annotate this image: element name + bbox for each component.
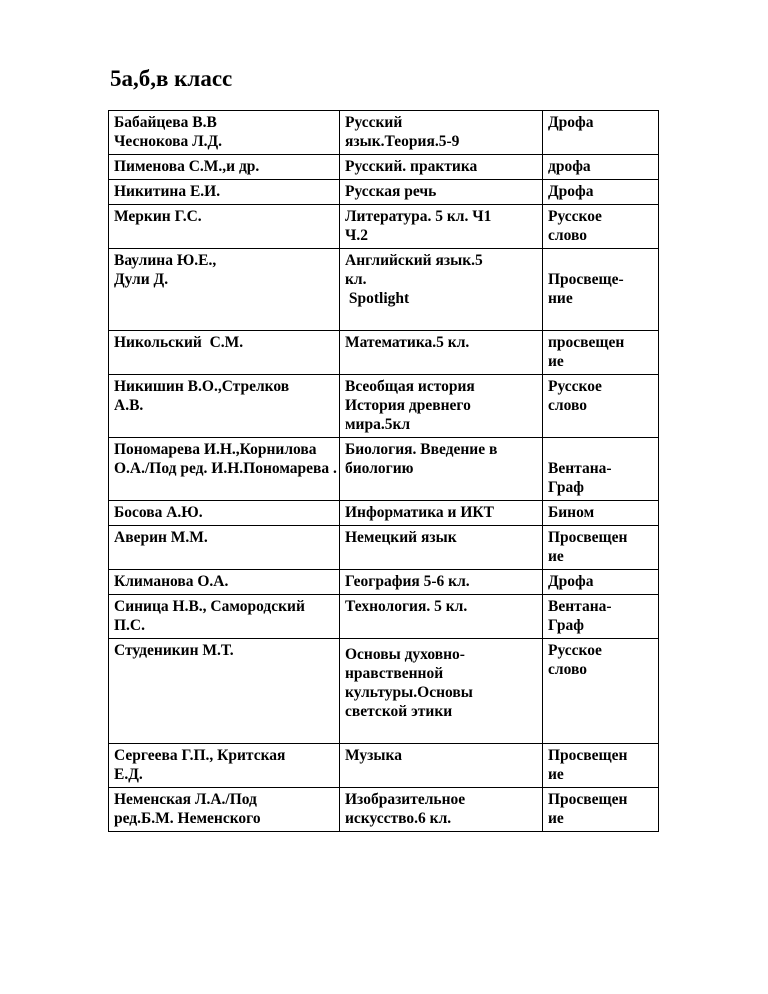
book-cell <box>340 155 543 180</box>
author-line: Пономарева И.Н.,Корнилова <box>114 441 317 458</box>
book-line: Информатика и ИКТ <box>345 504 494 521</box>
book-line: кл. <box>345 271 367 288</box>
publisher-line: слово <box>548 397 587 414</box>
book-cell <box>340 526 543 570</box>
publisher-line: Бином <box>548 504 595 521</box>
book-line: биологию <box>345 460 414 477</box>
author-line: Климанова О.А. <box>114 573 229 590</box>
book-line: Литература. 5 кл. Ч1 <box>345 208 492 225</box>
book-cell <box>340 180 543 205</box>
book-cell <box>340 501 543 526</box>
author-line: Неменская Л.А./Под <box>114 791 257 808</box>
publisher-line: ие <box>548 766 564 783</box>
publisher-line: просвещен <box>548 334 625 351</box>
book-line: культуры.Основы <box>345 684 473 701</box>
publisher-line: Просвещен <box>548 529 628 546</box>
table-row <box>109 249 659 331</box>
author-line: Дули Д. <box>114 271 169 288</box>
author-line: Бабайцева В.В <box>114 114 217 131</box>
table-row <box>109 205 659 249</box>
book-line: язык.Теория.5-9 <box>345 133 460 150</box>
author-cell <box>109 111 340 155</box>
table-row <box>109 744 659 788</box>
book-cell <box>340 111 543 155</box>
book-line: Биология. Введение в <box>345 441 498 458</box>
author-line: О.А./Под ред. И.Н.Пономарева . <box>114 460 337 477</box>
author-line: Никишин В.О.,Стрелков <box>114 378 290 395</box>
author-cell <box>109 788 340 832</box>
table-row <box>109 526 659 570</box>
author-line: П.С. <box>114 617 145 634</box>
author-cell <box>109 526 340 570</box>
author-line: Студеникин М.Т. <box>114 642 234 659</box>
table-row <box>109 331 659 375</box>
publisher-line: ие <box>548 353 564 370</box>
publisher-cell <box>543 570 659 595</box>
book-cell <box>340 570 543 595</box>
book-cell <box>340 744 543 788</box>
book-line: Изобразительное <box>345 791 466 808</box>
author-line: Е.Д. <box>114 766 143 783</box>
publisher-cell <box>543 595 659 639</box>
book-line: Русский <box>345 114 403 131</box>
author-line: Аверин М.М. <box>114 529 208 546</box>
table-row <box>109 180 659 205</box>
book-line: Ч.2 <box>345 227 369 244</box>
table-row <box>109 111 659 155</box>
publisher-line: дрофа <box>548 158 591 175</box>
table-row <box>109 375 659 438</box>
publisher-line: Граф <box>548 617 584 634</box>
book-line: Математика.5 кл. <box>345 334 470 351</box>
author-cell <box>109 595 340 639</box>
author-line: А.В. <box>114 397 144 414</box>
author-line: Никольский С.М. <box>114 334 244 351</box>
publisher-line: Вентана- <box>548 598 612 615</box>
author-line: Босова А.Ю. <box>114 504 203 521</box>
table-row <box>109 570 659 595</box>
book-cell <box>340 375 543 438</box>
publisher-line: Дрофа <box>548 573 594 590</box>
book-cell <box>340 639 543 744</box>
author-line: ред.Б.М. Неменского <box>114 810 261 827</box>
publisher-line: Русское <box>548 642 602 659</box>
publisher-line: Граф <box>548 479 584 496</box>
publisher-cell <box>543 180 659 205</box>
publisher-line: Дрофа <box>548 114 594 131</box>
publisher-line: Просвещен <box>548 791 628 808</box>
book-cell <box>340 205 543 249</box>
page-title: 5а,б,в класс <box>110 66 233 91</box>
publisher-line: Русское <box>548 208 602 225</box>
author-cell <box>109 249 340 331</box>
book-line: История древнего <box>345 397 471 414</box>
author-cell <box>109 744 340 788</box>
table-row <box>109 639 659 744</box>
book-line: Английский язык.5 <box>345 252 483 269</box>
book-cell <box>340 788 543 832</box>
book-line: Русская речь <box>345 183 437 200</box>
publisher-line: ие <box>548 810 564 827</box>
book-cell <box>340 249 543 331</box>
publisher-line: ние <box>548 290 573 307</box>
book-line: искусство.6 кл. <box>345 810 452 827</box>
author-line: Пименова С.М.,и др. <box>114 158 260 175</box>
author-cell <box>109 501 340 526</box>
publisher-cell <box>543 155 659 180</box>
author-cell <box>109 570 340 595</box>
table-row <box>109 438 659 501</box>
book-line: Музыка <box>345 747 402 764</box>
book-line: Технология. 5 кл. <box>345 598 468 615</box>
book-line: Всеобщая история <box>345 378 475 395</box>
publisher-cell <box>543 375 659 438</box>
publisher-line: Русское <box>548 378 602 395</box>
publisher-line: Просвеще- <box>548 271 624 288</box>
book-line: Немецкий язык <box>345 529 457 546</box>
book-line: мира.5кл <box>345 416 411 433</box>
author-line: Никитина Е.И. <box>114 183 221 200</box>
publisher-line: Дрофа <box>548 183 594 200</box>
table-row <box>109 595 659 639</box>
author-cell <box>109 331 340 375</box>
publisher-cell <box>543 111 659 155</box>
book-line: География 5-6 кл. <box>345 573 470 590</box>
author-cell <box>109 155 340 180</box>
book-cell <box>340 595 543 639</box>
publisher-cell <box>543 438 659 501</box>
publisher-line: ие <box>548 548 564 565</box>
publisher-cell <box>543 249 659 331</box>
publisher-cell <box>543 205 659 249</box>
book-line: Основы духовно- <box>345 646 465 663</box>
author-cell <box>109 375 340 438</box>
book-cell <box>340 438 543 501</box>
table-row <box>109 788 659 832</box>
publisher-cell <box>543 526 659 570</box>
author-cell <box>109 438 340 501</box>
book-cell <box>340 331 543 375</box>
textbook-table <box>108 110 659 832</box>
author-cell <box>109 180 340 205</box>
publisher-cell <box>543 501 659 526</box>
book-line: Spotlight <box>345 290 410 307</box>
publisher-cell <box>543 331 659 375</box>
author-line: Сергеева Г.П., Критская <box>114 747 286 764</box>
table-row <box>109 155 659 180</box>
author-line: Ваулина Ю.Е., <box>114 252 217 269</box>
publisher-cell <box>543 639 659 744</box>
publisher-line: слово <box>548 661 587 678</box>
publisher-line: Просвещен <box>548 747 628 764</box>
book-line: нравственной <box>345 665 444 682</box>
publisher-cell <box>543 744 659 788</box>
book-line: светской этики <box>345 703 453 720</box>
author-cell <box>109 639 340 744</box>
publisher-line: слово <box>548 227 587 244</box>
author-line: Синица Н.В., Самородский <box>114 598 305 615</box>
book-line: Русский. практика <box>345 158 478 175</box>
author-line: Меркин Г.С. <box>114 208 202 225</box>
publisher-cell <box>543 788 659 832</box>
table-row <box>109 501 659 526</box>
author-line: Чеснокова Л.Д. <box>114 133 223 150</box>
publisher-line: Вентана- <box>548 460 612 477</box>
author-cell <box>109 205 340 249</box>
